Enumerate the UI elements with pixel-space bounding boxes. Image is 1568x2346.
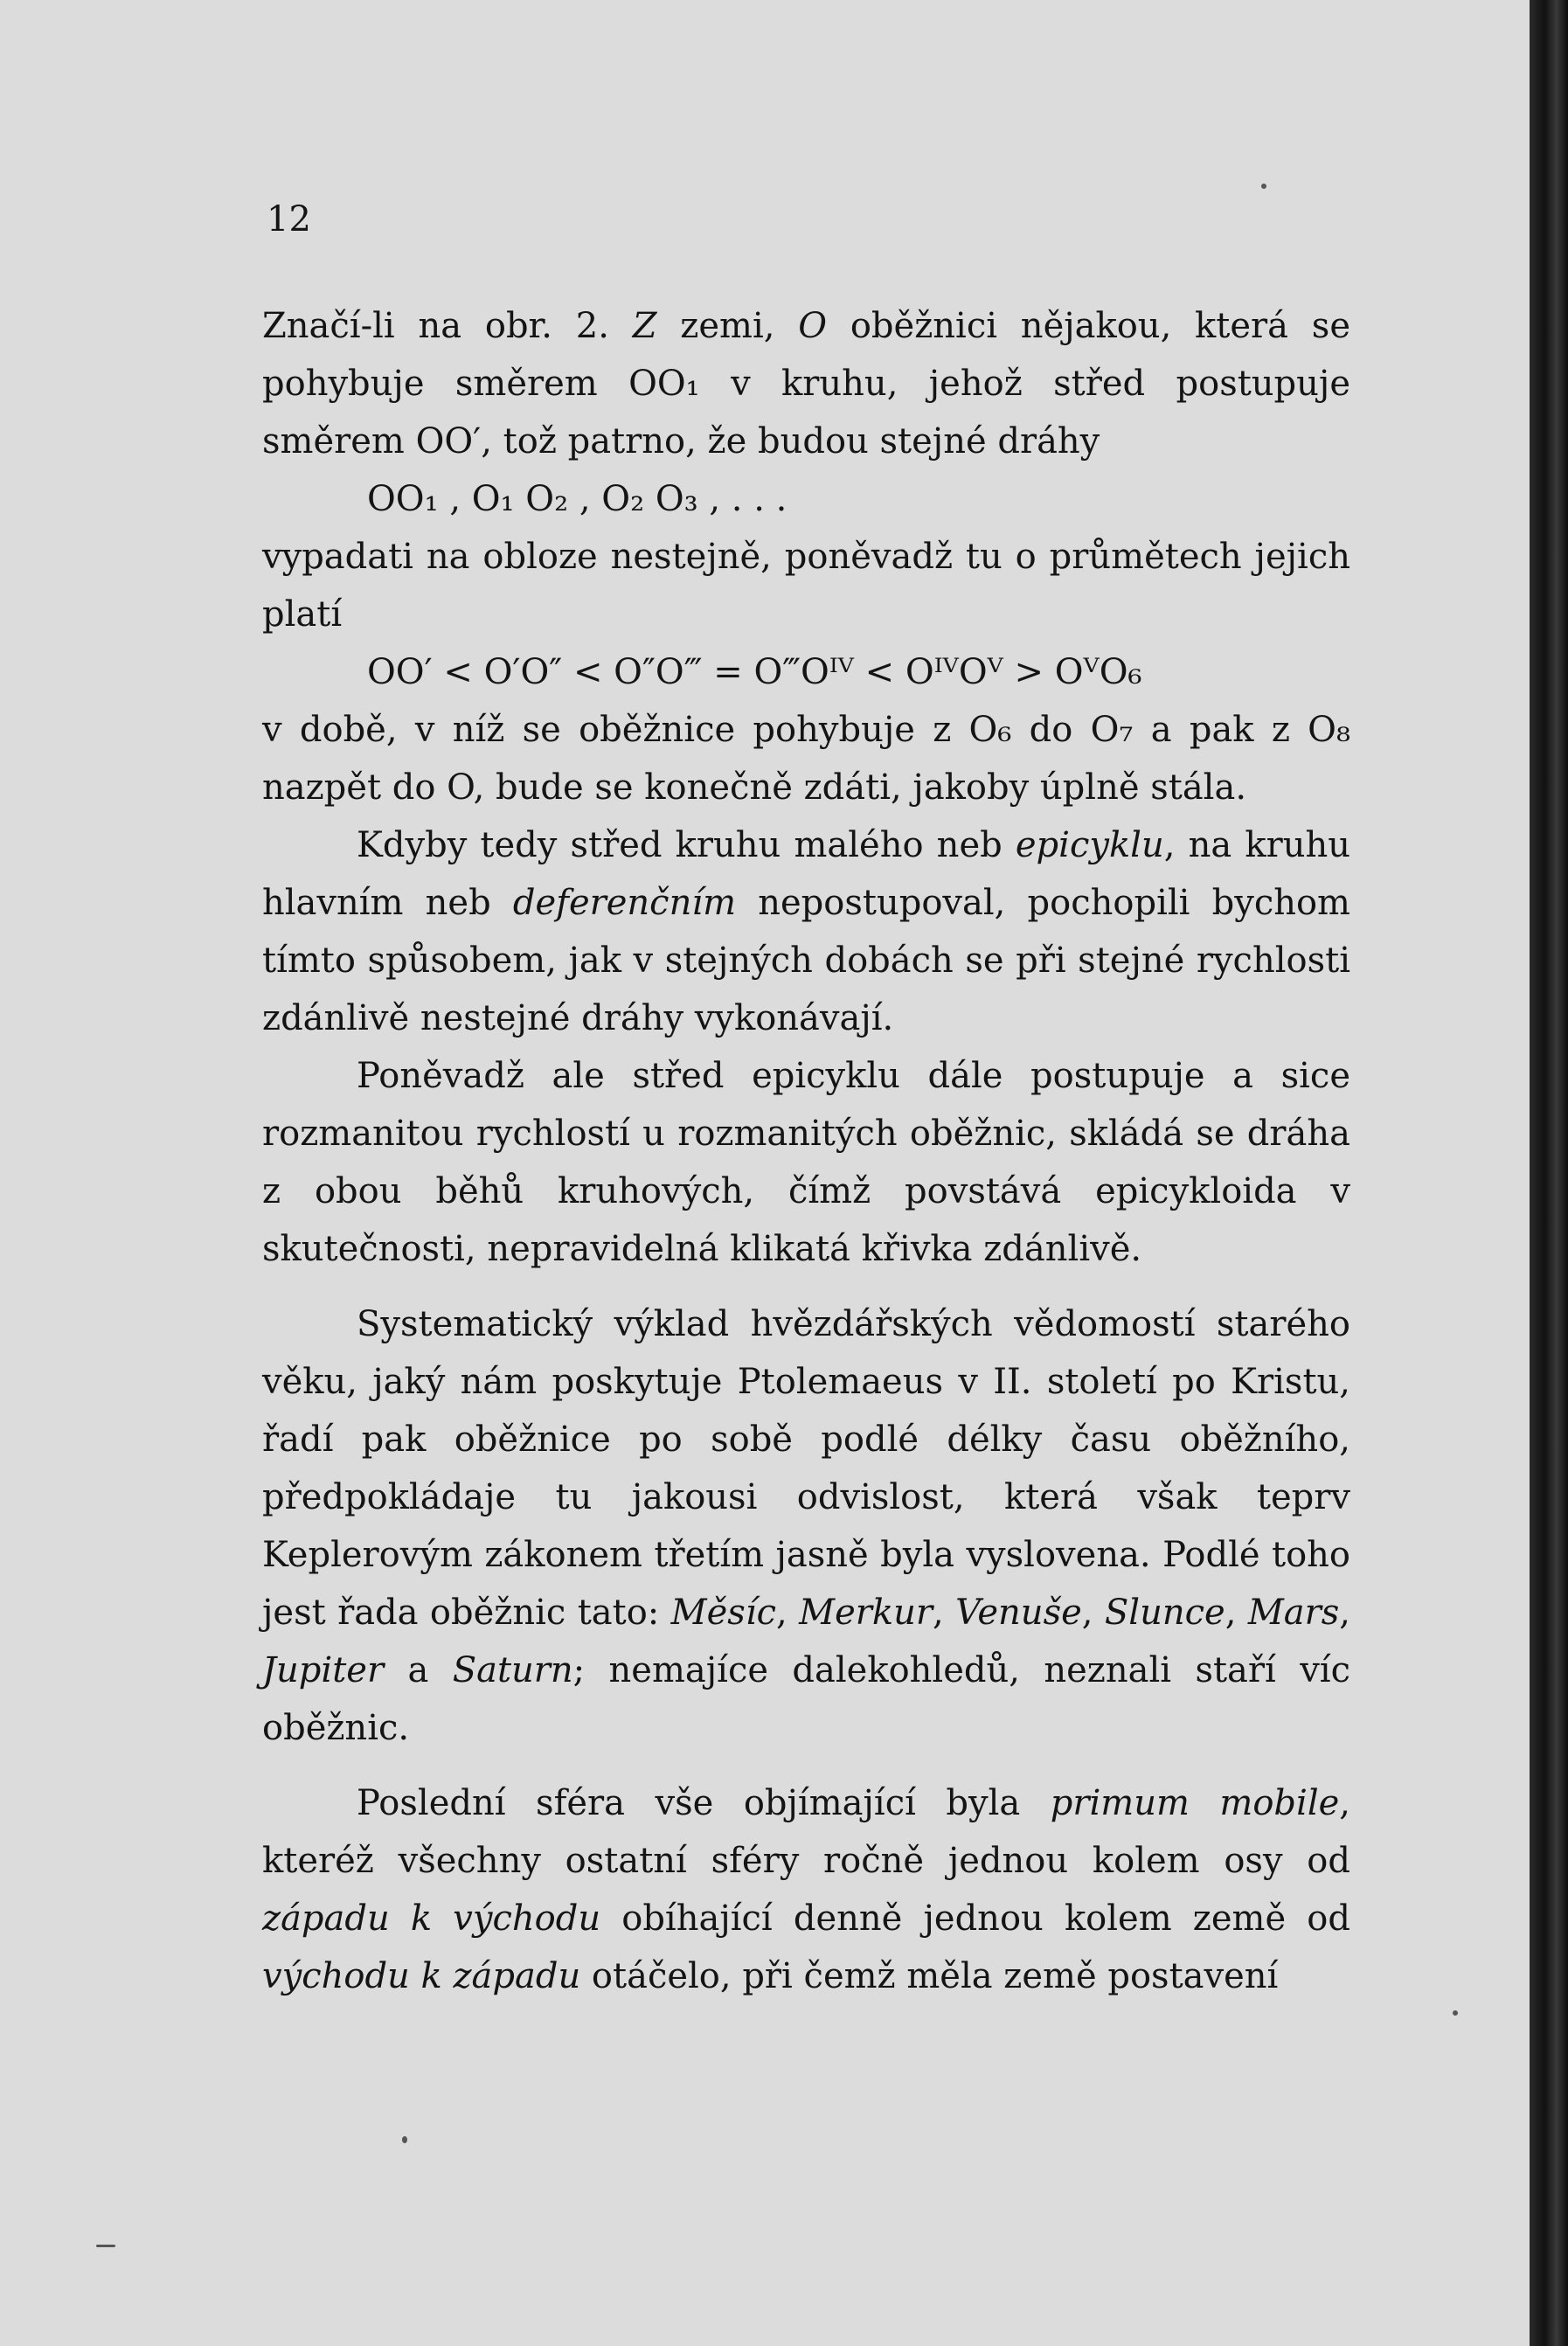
page-number: 12 [267,199,311,239]
text-run: otáčelo, při čemž měla země postavení [580,1956,1279,1996]
text-run: Značí-li na obr. 2. [262,306,633,346]
paragraph [262,1295,1350,1757]
text-run: Poněvadž ale střed epicyklu dále postupuje a sice rozmanitou rychlostí u rozmanitých oběžnic, skládá se dráha z obou běhů kruhových, čímž povstává epicykloida v skutečnosti, nepravidelná klikatá křivka zdánlivě. [262,1056,1350,1269]
dust-speck [1453,2010,1458,2016]
page-binding-edge [1530,0,1568,2346]
dust-speck [1261,184,1266,189]
text-run: , [1339,1593,1350,1633]
text-run: , [933,1593,956,1633]
paragraph [262,816,1350,1047]
formula-line: OO′ < O′O″ < O″O‴ = O‴Oᴵⱽ < OᴵⱽOⱽ > OⱽO₆ [367,652,1142,692]
italic-term: východu k západu [262,1956,581,1996]
italic-term: deferenčním [512,883,737,923]
paragraph [262,1774,1350,2005]
text-run: ; nemajíce dalekohledů, neznali staří víc oběžnic. [262,1650,1351,1748]
italic-term: Mars [1247,1593,1340,1633]
italic-term: epicyklu [1015,825,1164,865]
italic-term: Venuše [955,1593,1082,1633]
text-run: a [384,1650,453,1690]
italic-term: západu k východu [262,1898,601,1939]
text-run: , [1225,1593,1248,1633]
text-run: , [1081,1593,1105,1633]
text-run: Systematický výklad hvězdářských vědomostí starého věku, jaký nám poskytuje Ptolemaeus v II. století po Kristu, řadí pak oběžnice po sobě podlé délky času oběžního, předpokládaje tu jakousi odvislost, která však teprv Keplerovým zákonem třetím jasně byla vyslovena. Podlé toho jest řada oběžnic tato: [262,1304,1350,1633]
formula-line: OO₁ , O₁ O₂ , O₂ O₃ , . . . [367,479,787,519]
italic-term: Z [632,306,657,346]
dust-speck [96,2245,115,2247]
text-run: Poslední sféra vše objímající byla [357,1783,1051,1823]
italic-term: Merkur [799,1593,933,1633]
paragraph [262,297,1350,470]
paragraph [262,701,1350,816]
italic-term: Saturn [452,1650,573,1690]
paragraph [262,1047,1350,1278]
text-run: zemi, [656,306,799,346]
text-run: , na kruhu hlavním neb [262,825,1351,923]
paragraph [262,528,1350,643]
text-run: , [776,1593,800,1633]
italic-term: O [798,306,828,346]
text-run: oběžnici nějakou, která se pohybuje směrem OO₁ v kruhu, jehož střed postupuje směrem OO′, tož patrno, že budou stejné dráhy [262,306,1350,462]
text-run: nepostupoval, pochopili bychom tímto spůsobem, jak v stejných dobách se při stejné rychlosti zdánlivě nestejné dráhy vykonávají. [262,883,1350,1038]
text-run: obíhající denně jednou kolem země od [600,1898,1350,1939]
text-run: , kteréž všechny ostatní sféry ročně jednou kolem osy od [262,1783,1350,1881]
italic-term: Slunce [1104,1593,1225,1633]
text-run: vypadati na obloze nestejně, poněvadž tu o průmětech jejich platí [262,537,1350,635]
text-run: Kdyby tedy střed kruhu malého neb [357,825,1016,865]
text-run: v době, v níž se oběžnice pohybuje z O₆ do O₇ a pak z O₈ nazpět do O, bude se konečně zdáti, jakoby úplně stála. [262,710,1350,808]
dust-speck [402,2136,407,2143]
italic-term: Měsíc [670,1593,777,1633]
italic-term: primum mobile [1050,1783,1340,1823]
italic-term: Jupiter [262,1650,385,1690]
page-body [262,297,1350,2005]
